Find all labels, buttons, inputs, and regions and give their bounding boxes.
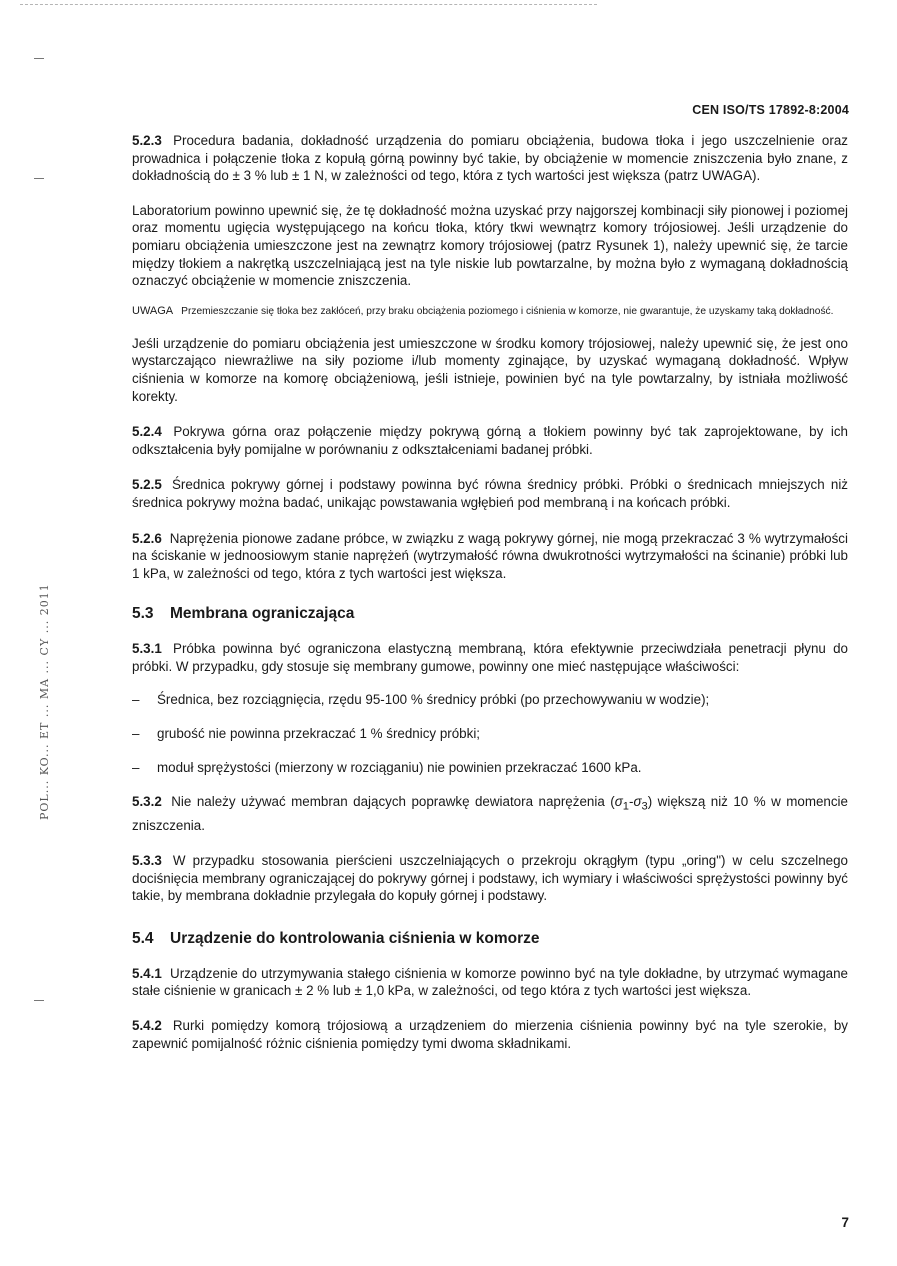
paragraph-5-4-1 [132,965,848,1000]
clause-number: 5.2.3 [132,133,162,148]
list-item-text: grubość nie powinna przekraczać 1 % średnicy próbki; [157,726,481,742]
section-heading-5-4 [132,929,848,949]
main-content [132,132,848,1052]
note-label: UWAGA [132,304,174,317]
list-item [132,691,848,709]
clause-number: 5.3.1 [132,641,162,657]
sigma-symbol: σ [633,794,642,810]
minus-sign: - [628,794,634,810]
clause-number: 5.4.1 [132,965,162,981]
scan-mark [34,178,44,179]
list-item-text: Średnica, bez rozciągnięcia, rzędu 95-100 % średnicy próbki (po przechowywaniu w wodzie); [157,692,710,708]
scan-top-rule [20,4,597,5]
subscript: 3 [641,800,648,813]
standard-code: CEN ISO/TS 17892-8:2004 [692,103,849,117]
bullet-dash: – [132,759,140,775]
clause-text: Urządzenie do utrzymywania stałego ciśnienia w komorze powinno być na tyle dokładne, by utrzymać wymagane stałe ciśnienie w granicach ± 2 % lub ± 1,0 kPa, w zależności, od tego która z tych wartości jest większa. [132,965,848,999]
paragraph-5-3-3 [132,852,848,905]
clause-text: Pokrywa górna oraz połączenie między pokrywą górną a tłokiem powinny być tak zaprojektowane, by ich odkształcenia były pomijalne w porównaniu z odkształceniami badanej próbki. [132,424,848,457]
note-text: Przemieszczanie się tłoka bez zakłóceń, przy braku obciążenia poziomego i ciśnienia w komorze, nie gwarantuje, że uzyskamy taką dokładność. [181,305,834,317]
sigma-symbol: σ [614,794,623,810]
scan-mark [34,1000,44,1001]
clause-number: 5.3.3 [132,853,162,869]
bullet-dash: – [132,692,140,708]
clause-number: 5.2.5 [132,477,162,493]
clause-text: Nie należy używać membran dających poprawkę dewiatora naprężenia ( [171,794,615,810]
subscript: 1 [622,800,629,813]
paragraph-5-3-1 [132,640,848,675]
clause-text: Procedura badania, dokładność urządzenia do pomiaru obciążenia, budowa tłoka i jego uszczelnienie oraz prowadnica i połączenie tłoka z kopułą górną powinny być takie, by obciążenie w momencie zniszczenia było znane, z dokładnością do ± 3 % lub ± 1 N, w zależności od tego, która z tych wartości jest większa (patrz UWAGA). [132,133,848,184]
clause-number: 5.4.2 [132,1018,162,1034]
clause-number: 5.3.2 [132,794,162,810]
section-title: Membrana ograniczająca [170,605,355,623]
section-heading-5-3 [132,604,848,624]
paragraph-5-2-6 [132,530,848,583]
bullet-dash: – [132,726,140,742]
scan-mark [34,58,44,59]
list-item [132,759,848,777]
section-number: 5.3 [132,605,154,623]
clause-text: Średnica pokrywy górnej i podstawy powinna być równa średnicy próbki. Próbki o średnicach mniejszych niż średnica pokrywy można badać, unikając powstawania wgłębień pod membraną i na końcach próbki. [132,477,848,510]
section-number: 5.4 [132,929,154,947]
paragraph-laboratory: Laboratorium powinno upewnić się, że tę dokładność można uzyskać przy najgorszej kombinacji siły pionowej i poziomej oraz momentu ugięcia występującego na końcu tłoka, który tkwi wewnątrz komory trójosiowej. Jeśli urządzenie do pomiaru obciążenia umieszczone jest na zewnątrz komory trójosiowej (patrz Rysunek 1), należy upewnić się, że tarcie między tłokiem a nakrętką uszczelniającą jest na tyle niskie lub powtarzalne, by można było z wymaganą dokładnością oznaczyć obciążenie w momencie zniszczenia. [132,202,848,289]
clause-text: Rurki pomiędzy komorą trójosiową a urządzeniem do mierzenia ciśnienia powinny być na tyle szerokie, by zapewnić pomijalność różnic ciśnienia pomiędzy tymi dwoma składnikami. [132,1018,848,1051]
paragraph-load-device: Jeśli urządzenie do pomiaru obciążenia jest umieszczone w środku komory trójosiowej, należy upewnić się, że jest ono wystarczająco niewrażliwe na siły poziome i/lub momenty zginające, by uzyskać wymaganą dokładność. Wpływ ciśnienia w komorze na komorę obciążeniową, jeśli istnieje, powinien być na tyle powtarzalny, by istniała możliwość korekty. [132,335,848,404]
list-item [132,725,848,743]
paragraph-5-2-3 [132,132,848,185]
section-title: Urządzenie do kontrolowania ciśnienia w komorze [170,929,540,947]
clause-text: W przypadku stosowania pierścieni uszczelniających o przekroju okrągłym (typu „oring") w celu szczelnego dociśnięcia membrany ograniczającej do pokrywy górnej i podstawy, ich wymiary i właściwości sprężystości powinny być takie, by membrana dokładnie przylegała do kopuły górnej i podstawy. [132,853,848,904]
clause-text: ) większą niż 10 % w momencie zniszczenia. [132,794,848,833]
clause-text: Naprężenia pionowe zadane próbce, w związku z wagą pokrywy górnej, nie mogą przekraczać 3 % wytrzymałości na ściskanie w jednoosiowym stanie naprężeń (wytrzymałość równa dwukrotności wytrzymałości na ścinanie) próbki lub 1 kPa, w zależności od tego, która z tych wartości jest większa. [132,530,848,581]
clause-number: 5.2.4 [132,424,162,440]
clause-number: 5.2.6 [132,530,162,546]
list-item-text: moduł sprężystości (mierzony w rozciąganiu) nie powinien przekraczać 1600 kPa. [157,759,642,775]
note [132,304,848,319]
paragraph-5-3-2 [132,793,848,834]
paragraph-5-2-5 [132,476,848,511]
margin-stamp: POL... KO... ET ... MA ... CY ... 2011 [38,583,51,820]
clause-text: Próbka powinna być ograniczona elastyczną membraną, która efektywnie przeciwdziała penetracji płynu do próbki. W przypadku, gdy stosuje się membrany gumowe, powinny one mieć następujące właściwości: [132,641,848,674]
paragraph-5-4-2 [132,1017,848,1052]
page-number: 7 [841,1215,849,1230]
paragraph-5-2-4 [132,423,848,458]
